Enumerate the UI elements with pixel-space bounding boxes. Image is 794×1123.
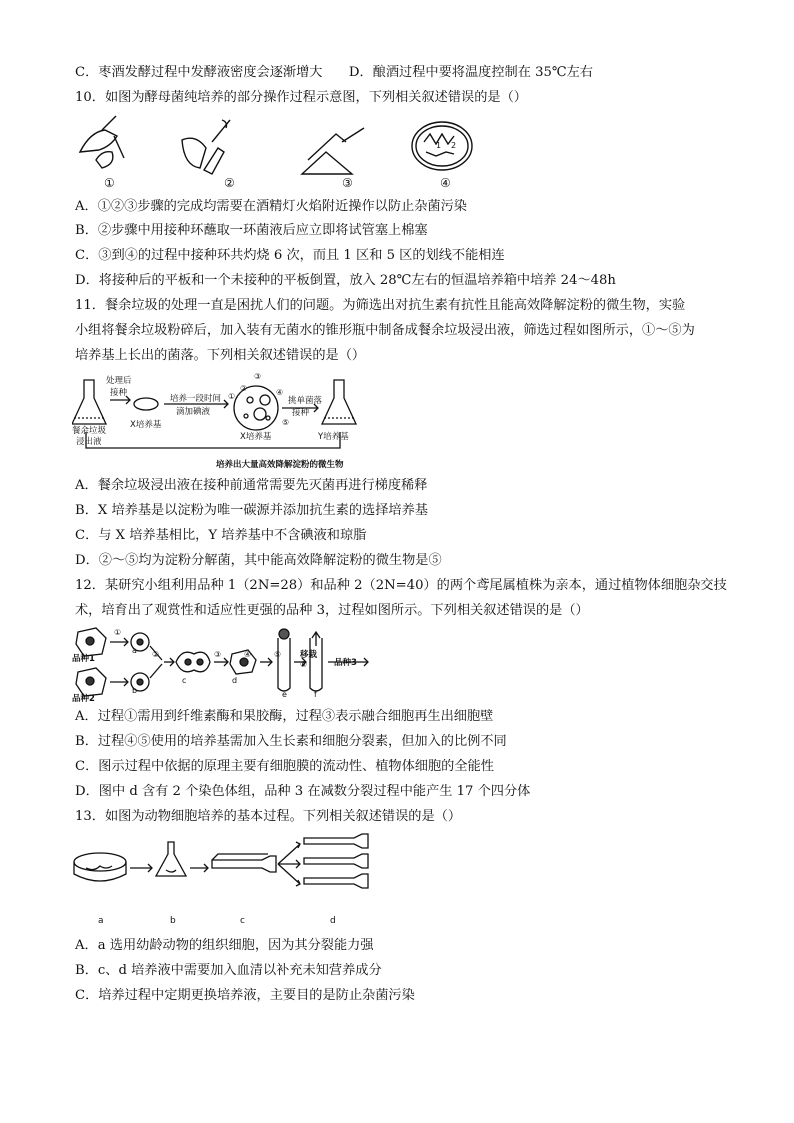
q12-step-4: ④ bbox=[244, 650, 252, 659]
q11-x-medium-label: X培养基 bbox=[130, 420, 162, 430]
q13-option-c: C．培养过程中定期更换培养液，主要目的是防止杂菌污染 bbox=[75, 988, 415, 1003]
q12-option-b: B．过程④⑤使用的培养基需加入生长素和细胞分裂素，但加入的比例不同 bbox=[75, 734, 507, 749]
q11-step1-label: 处理后 bbox=[106, 376, 132, 386]
q12-step-6: ⑥ bbox=[300, 660, 308, 669]
q13-stem: 13．如图为动物细胞培养的基本过程。下列相关叙述错误的是（） bbox=[75, 809, 462, 824]
q11-option-c: C．与 X 培养基相比，Y 培养基中不含碘液和琼脂 bbox=[75, 528, 367, 543]
q10-option-a: A．①②③步骤的完成均需要在酒精灯火焰附近操作以防止杂菌污染 bbox=[75, 199, 467, 214]
q10-stem: 10．如图为酵母菌纯培养的部分操作过程示意图，下列相关叙述错误的是（） bbox=[75, 90, 527, 105]
q11-y-medium-label: Y培养基 bbox=[318, 432, 349, 442]
q10-option-d: D．将接种后的平板和一个未接种的平板倒置，放入 28℃左右的恒温培养箱中培养 24～48h bbox=[75, 273, 616, 288]
q11-step2-label: 培养一段时间 bbox=[170, 394, 222, 404]
q10-figure bbox=[72, 112, 492, 192]
q10-figure-label-4: ④ bbox=[440, 176, 451, 190]
q11-flask-label-1: 餐余垃圾 bbox=[72, 426, 107, 436]
q12-variety1-label: 品种1 bbox=[72, 654, 95, 664]
q9-option-d: D．酿酒过程中要将温度控制在 35℃左右 bbox=[348, 65, 593, 80]
q12-option-a: A．过程①需用到纤维素酶和果胶酶，过程③表示融合细胞再生出细胞壁 bbox=[75, 709, 494, 724]
q11-colony-4: ④ bbox=[276, 388, 284, 397]
q11-colony-1: ① bbox=[228, 392, 236, 401]
q10-dish-label-2: 2 bbox=[451, 141, 457, 150]
q11-option-d: D．②～⑤均为淀粉分解菌，其中能高效降解淀粉的微生物是⑤ bbox=[75, 553, 442, 568]
q11-flask-label-2: 浸出液 bbox=[76, 437, 102, 447]
q13-label-c: c bbox=[240, 916, 245, 926]
q10-figure-label-3: ③ bbox=[342, 176, 353, 190]
q12-stem-line-1: 12．某研究小组利用品种 1（2N=28）和品种 2（2N=40）的两个鸢尾属植株为亲本，通过植物体细胞杂交技 bbox=[75, 578, 727, 593]
q10-dish-label-1: 1 bbox=[436, 141, 442, 150]
q11-figure-caption: 培养出大量高效降解淀粉的微生物 bbox=[216, 460, 344, 470]
q13-option-b: B．c、d 培养液中需要加入血清以补充未知营养成分 bbox=[75, 963, 382, 978]
q12-variety3-label: 品种3 bbox=[334, 658, 357, 668]
q11-stem-line-3: 培养基上长出的菌落。下列相关叙述错误的是（） bbox=[75, 348, 366, 363]
q12-option-d: D．图中 d 含有 2 个染色体组，品种 3 在减数分裂过程中能产生 17 个四分体 bbox=[75, 784, 531, 799]
q12-transplant-label: 移栽 bbox=[300, 650, 318, 660]
q9-options-row bbox=[75, 64, 735, 82]
q13-label-a: a bbox=[98, 916, 104, 926]
q12-letter-d: d bbox=[232, 676, 238, 685]
q12-letter-b: b bbox=[132, 686, 138, 695]
q13-label-d: d bbox=[330, 916, 336, 926]
q12-step-1: ① bbox=[114, 628, 122, 637]
q11-step2b-label: 滴加碘液 bbox=[176, 407, 211, 417]
q11-stem-line-2: 小组将餐余垃圾粉碎后，加入装有无菌水的锥形瓶中制备成餐余垃圾浸出液，筛选过程如图所示，①～⑤为 bbox=[75, 323, 695, 338]
q9-option-c: C．枣酒发酵过程中发酵液密度会逐渐增大 bbox=[75, 65, 323, 80]
q12-stem-line-2: 术，培育出了观赏性和适应性更强的品种 3，过程如图所示。下列相关叙述错误的是（） bbox=[75, 603, 589, 618]
q11-step1b-label: 接种 bbox=[110, 388, 128, 398]
q11-step3b-label: 接种 bbox=[292, 408, 310, 418]
q12-option-c: C．图示过程中依据的原理主要有细胞膜的流动性、植物体细胞的全能性 bbox=[75, 759, 494, 774]
q10-figure-label-1: ① bbox=[104, 176, 115, 190]
q10-option-b: B．②步骤中用接种环蘸取一环菌液后应立即将试管塞上棉塞 bbox=[75, 223, 428, 238]
q12-letter-f: f bbox=[314, 690, 317, 699]
q11-x-medium-label-2: X培养基 bbox=[240, 432, 272, 442]
q11-colony-5: ⑤ bbox=[282, 418, 290, 427]
q13-figure bbox=[72, 832, 382, 912]
q12-step-2: ② bbox=[152, 650, 160, 659]
q11-option-a: A．餐余垃圾浸出液在接种前通常需要先灭菌再进行梯度稀释 bbox=[75, 478, 428, 493]
q11-colony-2: ② bbox=[240, 384, 248, 393]
q13-label-b: b bbox=[170, 916, 176, 926]
q12-letter-c: c bbox=[182, 676, 187, 685]
q11-colony-3: ③ bbox=[254, 372, 262, 381]
q12-step-5: ⑤ bbox=[274, 650, 282, 659]
q11-stem-line-1: 11．餐余垃圾的处理一直是困扰人们的问题。为筛选出对抗生素有抗性且能高效降解淀粉的微生物，实验 bbox=[75, 298, 686, 313]
q10-option-c: C．③到④的过程中接种环共灼烧 6 次，而且 1 区和 5 区的划线不能相连 bbox=[75, 248, 505, 263]
q12-letter-e: e bbox=[282, 690, 287, 699]
q13-option-a: A．a 选用幼龄动物的组织细胞，因为其分裂能力强 bbox=[75, 938, 374, 953]
q11-step3-label: 挑单菌落 bbox=[288, 396, 323, 406]
q12-variety2-label: 品种2 bbox=[72, 694, 95, 704]
q12-letter-a: a bbox=[132, 646, 137, 655]
q10-figure-label-2: ② bbox=[224, 176, 235, 190]
q11-option-b: B．X 培养基是以淀粉为唯一碳源并添加抗生素的选择培养基 bbox=[75, 503, 428, 518]
q12-step-3: ③ bbox=[214, 650, 222, 659]
